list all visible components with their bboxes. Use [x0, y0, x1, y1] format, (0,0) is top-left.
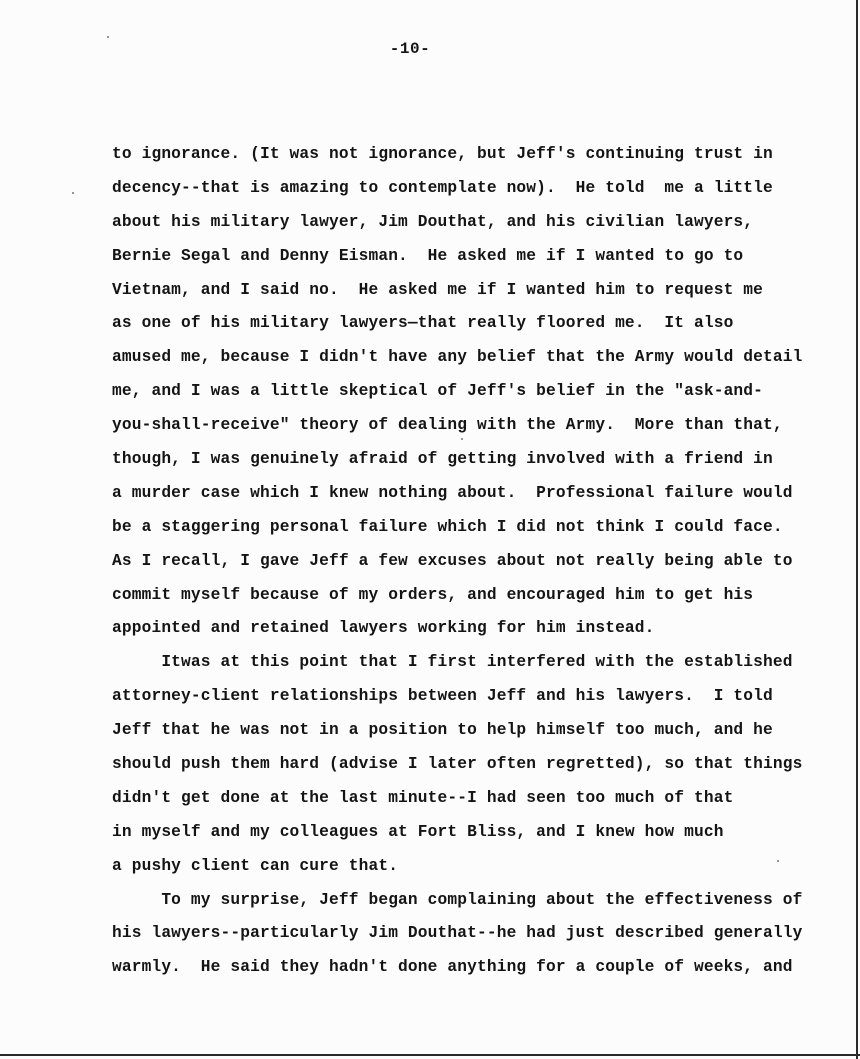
text-line: you-shall-receive" theory of dealing with the Army. More than that,: [112, 416, 783, 435]
text-line: Vietnam, and I said no. He asked me if I wanted him to request me: [112, 280, 764, 299]
text-line: appointed and retained lawyers working for him instead.: [112, 619, 655, 638]
text-line: a murder case which I knew nothing about. Professional failure would: [112, 483, 793, 502]
text-line: as one of his military lawyers—that really floored me. It also: [112, 314, 734, 333]
text-line: though, I was genuinely afraid of getting involved with a friend in: [112, 450, 773, 469]
text-line: attorney-client relationships between Jeff and his lawyers. I told: [112, 687, 773, 706]
text-line: be a staggering personal failure which I did not think I could face.: [112, 517, 783, 536]
scan-speck: [461, 438, 463, 440]
text-line: As I recall, I gave Jeff a few excuses about not really being able to: [112, 551, 793, 570]
text-line: didn't get done at the last minute--I had seen too much of that: [112, 788, 734, 807]
text-line: To my surprise, Jeff began complaining about the effectiveness of: [112, 890, 803, 909]
text-line: a pushy client can cure that.: [112, 856, 399, 875]
text-line: amused me, because I didn't have any belief that the Army would detail: [112, 348, 803, 367]
text-line: about his military lawyer, Jim Douthat, and his civilian lawyers,: [112, 212, 754, 231]
page-edge-bottom: [0, 1054, 860, 1056]
body-text: [112, 138, 842, 985]
scan-speck: [72, 192, 74, 194]
page-edge-right: [856, 0, 858, 1059]
scan-speck: [777, 860, 779, 862]
text-line: me, and I was a little skeptical of Jeff's belief in the "ask-and-: [112, 382, 764, 401]
text-line: Jeff that he was not in a position to help himself too much, and he: [112, 721, 773, 740]
text-line: should push them hard (advise I later often regretted), so that things: [112, 755, 803, 774]
text-line: Itwas at this point that I first interfered with the established: [112, 653, 793, 672]
scan-speck: [107, 36, 109, 38]
text-line: to ignorance. (It was not ignorance, but Jeff's continuing trust in: [112, 145, 773, 163]
text-line: commit myself because of my orders, and encouraged him to get his: [112, 585, 754, 604]
text-line: decency--that is amazing to contemplate now). He told me a little: [112, 178, 773, 197]
text-line: in myself and my colleagues at Fort Bliss, and I knew how much: [112, 822, 724, 841]
text-line: warmly. He said they hadn't done anything for a couple of weeks, and: [112, 958, 793, 977]
page-number: -10-: [389, 40, 431, 58]
text-line: his lawyers--particularly Jim Douthat--he had just described generally: [112, 924, 803, 943]
text-line: Bernie Segal and Denny Eisman. He asked me if I wanted to go to: [112, 246, 744, 265]
